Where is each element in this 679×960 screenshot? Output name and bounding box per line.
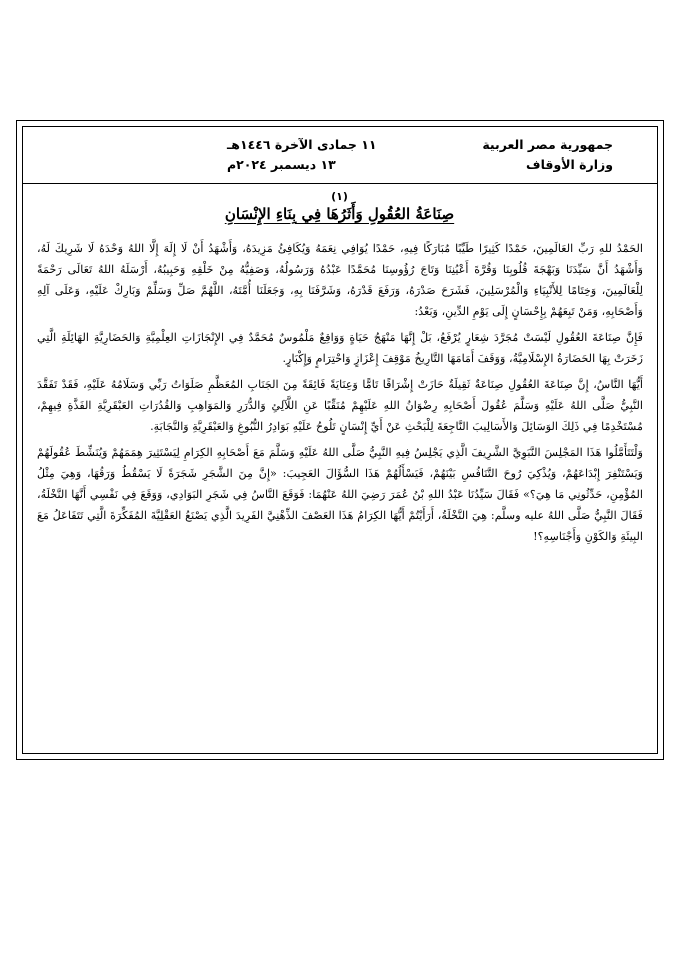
- sermon-title: صِنَاعَةُ العُقُولِ وَأَثَرُهَا فِي بِنَاءِ الإِنْسَانِ: [224, 205, 455, 223]
- hijri-date: ١١ جمادى الآخرة ١٤٤٦هـ: [227, 137, 377, 152]
- paragraph: وَلْتَتَأَمَّلُوا هَذَا المَجْلِسَ النَّبَوِيَّ الشَّرِيفَ الَّذِي يَجْلِسُ فِيهِ النَّبِيُّ صَلَّى اللهُ عَلَيْهِ وَسَلَّمَ مَعَ أَصْحَابِهِ الكِرَامِ لِيَسْتَثِيرَ هِمَمَهُمْ وَيُنَشِّطَ عُقُولَهُمْ وَيَسْتَنْفِرَ إِبْدَاعَهُمْ، وَيُذْكِيَ رُوحَ التَّنَافُسِ بَيْنَهُمْ، فَيَسْأَلُهُمْ هَذَا السُّؤَالَ العَجِيبَ: «إِنَّ مِنَ الشَّجَرِ شَجَرَةً لَا يَسْقُطُ وَرَقُهَا، وَهِيَ مِثْلُ المُؤْمِنِ، حَدِّثُونِي مَا هِيَ؟» فَقَالَ سَيِّدُنَا عَبْدُ اللهِ بْنُ عُمَرَ رَضِيَ اللهُ عَنْهُمَا: فَوَقَعَ النَّاسُ فِي شَجَرِ البَوَادِي، وَوَقَعَ فِي نَفْسِي أَنَّهَا النَّخْلَةُ، فَقَالَ النَّبِيُّ صَلَّى اللهُ عليه وسلَّم: هِيَ النَّخْلَةُ، أَرَأَيْتُمْ أَيُّهَا الكِرَامُ هَذَا العَصْفَ الذِّهْنِيَّ الفَرِيدَ الَّذِي يَصْنَعُ العَقْلِيَّةَ المُفَكِّرَةَ الَّتِي تَتَفَاعَلُ مَعَ البِيئَةِ وَالكَوْنِ وَأَجْنَاسِهِ؟!: [37, 446, 643, 543]
- letterhead: [22, 126, 658, 184]
- country-name: جمهورية مصر العربية: [482, 137, 613, 152]
- section-number: (١): [331, 190, 348, 203]
- paragraph-opening: الحَمْدُ للهِ رَبِّ العَالَمِينَ، حَمْدًا كَثِيرًا طَيِّبًا مُبَارَكًا فِيهِ، حَمْدًا يُوَافِي نِعَمَهُ وَيُكَافِئُ مَزِيدَهُ، وَأَشْهَدُ أَنْ لَا إِلَهَ إِلَّا اللهُ وَحْدَهُ لَا شَرِيكَ لَهُ، وَأَشْهَدُ أَنَّ سَيِّدَنَا وَبَهْجَةَ قُلُوبِنَا وَقُرَّةَ أَعْيُنِنَا وَتَاجَ رُؤُوسِنَا مُحَمَّدًا عَبْدُهُ وَرَسُولُهُ، وَصَفِيُّهُ مِنْ خَلْقِهِ وَحَبِيبُهُ، أَرْسَلَهُ اللهُ تَعَالَى رَحْمَةً لِلْعَالَمِينَ، وَخِتَامًا لِلأَنْبِيَاءِ وَالْمُرْسَلِينَ، فَشَرَحَ صَدْرَهُ، وَرَفَعَ قَدْرَهُ، وَشَرَّفَنَا بِهِ، وَجَعَلَنَا أُمَّتَهُ، اللَّهُمَّ صَلِّ وَسَلِّمْ وَبَارِكْ عَلَيْهِ، وَعَلَى آلِهِ وَأَصْحَابِهِ، وَمَنْ تَبِعَهُمْ بِإِحْسَانٍ إِلَى يَوْمِ الدِّينِ، وَبَعْدُ:: [37, 242, 643, 318]
- gregorian-date: ١٣ ديسمبر ٢٠٢٤م: [227, 157, 336, 172]
- paragraph: فَإِنَّ صِنَاعَةَ العُقُولِ لَيْسَتْ مُجَرَّدَ شِعَارٍ يُرْفَعُ، بَلْ إِنَّهَا مَنْهَجُ حَيَاةٍ وَوَاقِعٌ مَلْمُوسٌ مُحَمَّدٌ فِي الإِنْجَازَاتِ العِلْمِيَّةِ وَالحَضَارِيَّةِ الهَائِلَةِ الَّتِي زَخَرَتْ بِهَا الحَضَارَةُ الإِسْلَامِيَّةُ، وَوَقَفَ أَمَامَهَا التَّارِيخُ مَوْقِفَ إِعْزَازٍ وَاحْتِرَامٍ وَإِكْبَارٍ.: [37, 331, 643, 365]
- sermon-body: [37, 238, 643, 552]
- ministry-name: وزارة الأوقاف: [526, 157, 613, 172]
- paragraph: أَيُّهَا النَّاسُ، إِنَّ صِنَاعَةَ العُقُولِ صِنَاعَةٌ ثَقِيلَةٌ حَازَتْ إِشْرَاقًا تَامًّا وَعِنَايَةً فَائِقَةً مِنَ الجَنَابِ المُعَظَّمِ صَلَوَاتُ رَبِّي وَسَلَامُهُ عَلَيْهِ، فَقَدْ تَفَقَّدَ النَّبِيُّ صَلَّى اللهُ عَلَيْهِ وَسَلَّمَ عُقُولَ أَصْحَابِهِ رِضْوَانُ اللهِ عَلَيْهِمْ مُنَقِّبًا عَنِ اللَّآلِئِ وَالدُّرَرِ وَالمَوَاهِبِ وَالقُدُرَاتِ العَبْقَرِيَّةِ الفَذَّةِ فِيهِمْ، مُسْتَخْدِمًا فِي ذَلِكَ الوَسَائِلَ وَالأَسَالِيبَ النَّاجِعَةَ لِلْبَحْثِ عَنْ أَيِّ إِنْسَانٍ تَلُوحُ عَلَيْهِ بَوَادِرُ النُّبُوغِ وَالعَبْقَرِيَّةِ وَالنَّجَابَةِ.: [37, 378, 643, 433]
